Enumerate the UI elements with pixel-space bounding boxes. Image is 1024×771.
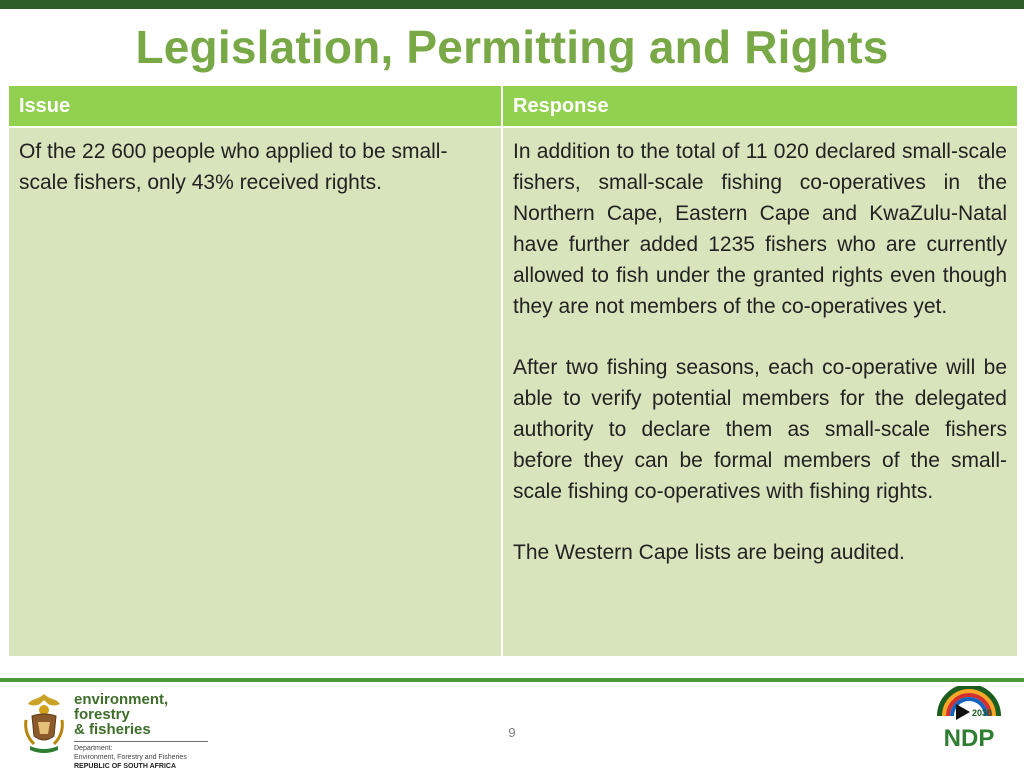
org-sub-name: Environment, Forestry and Fisheries (74, 754, 187, 761)
footer-divider (0, 678, 1024, 682)
response-paragraph-3: The Western Cape lists are being audited. (513, 541, 905, 564)
ndp-year: 2030 (971, 708, 993, 718)
response-paragraph-1: In addition to the total of 11 020 declared small-scale fishers, small-scale fishing co-operatives in the Northern Cape, Eastern Cape and KwaZulu-Natal have further added 1235 fishers who are currently allowed to fish under the granted rights even though they are not members of the co-operatives yet. (513, 140, 1007, 318)
org-divider (74, 741, 208, 742)
ndp-text: NDP (943, 725, 995, 752)
issue-response-table (7, 84, 1019, 658)
department-logo (22, 690, 222, 770)
table-header-row (8, 85, 1018, 127)
response-cell (502, 127, 1018, 657)
header-issue: Issue (8, 85, 502, 127)
org-sub-country: REPUBLIC OF SOUTH AFRICA (74, 763, 177, 770)
issue-cell (8, 127, 502, 657)
response-paragraph-2: After two fishing seasons, each co-operative will be able to verify potential members for the delegated authority to declare them as small-scale fishers before they can be formal members of the small-scale fishing co-operatives with fishing rights. (513, 356, 1007, 503)
header-response: Response (502, 85, 1018, 127)
issue-text: Of the 22 600 people who applied to be small-scale fishers, only 43% received rights. (19, 140, 448, 194)
page-number: 9 (508, 725, 516, 740)
org-sub-department: Department: (74, 745, 113, 752)
top-bar (0, 0, 1024, 9)
coat-of-arms-icon (22, 690, 66, 756)
org-name-line1: environment, forestry (74, 691, 169, 723)
table-row (8, 127, 1018, 657)
slide-title: Legislation, Permitting and Rights (135, 21, 889, 73)
ndp-2030-logo (934, 686, 1004, 752)
org-name-line2: & fisheries (74, 721, 151, 738)
